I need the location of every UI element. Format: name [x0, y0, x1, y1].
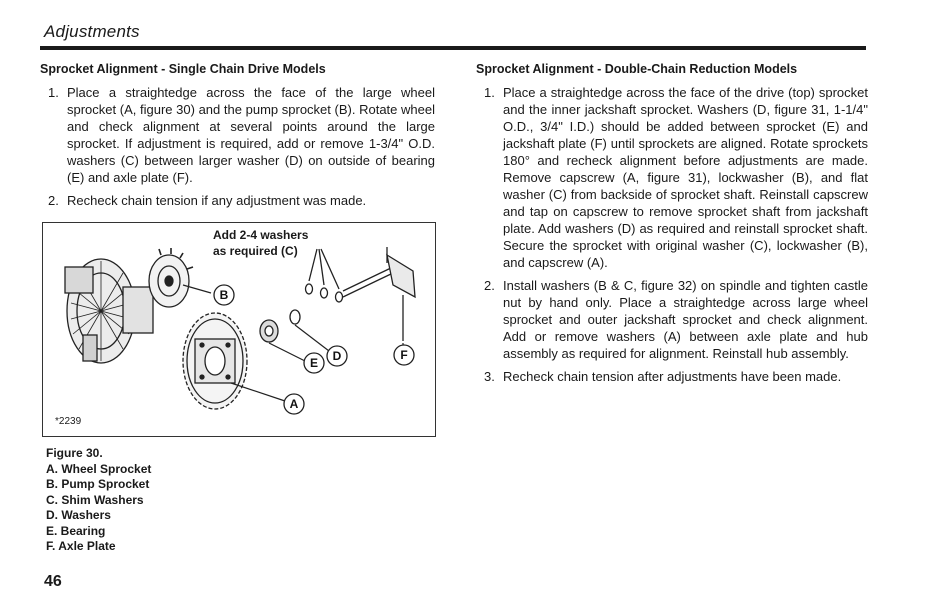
page-title: Adjustments — [44, 22, 140, 41]
step-number: 2. — [48, 193, 59, 208]
label-e: E — [309, 356, 319, 370]
list-item — [476, 84, 868, 271]
legend-item: E. Bearing — [46, 523, 106, 538]
shim-washers — [306, 249, 343, 302]
step-number: 1. — [484, 85, 495, 100]
step-text: Recheck chain tension if any adjustment was made. — [67, 193, 367, 208]
figure-note — [213, 227, 308, 259]
list-item — [40, 84, 435, 186]
figure-30 — [42, 222, 436, 437]
pump-assembly — [65, 259, 153, 363]
wheel-sprocket — [183, 313, 247, 409]
legend-item: F. Axle Plate — [46, 539, 116, 553]
step-text: Place a straightedge across the face of the drive (top) sprocket and the inner jackshaft sprocket. Washers (D, figure 31, 1-1/4" O.D., 3/4" I.D.) should be added between sprocket (E) and jackshaft plate (F) until sprockets are aligned. Rotate sprockets 180° and recheck alignment before adjustments are made. Remove capscrew (A, figure 31), lockwasher (B), and flat washer (C) from backside of sprocket shaft. Reinstall capscrew and tap on capscrew to remove sprocket shaft from jackshaft plate. Add washers (D) as required and reinstall sprocket shaft. Secure the sprocket with original washer (C), lockwasher (B), and capscrew (A). — [503, 85, 868, 270]
left-column — [40, 62, 435, 215]
legend-item: D. Washers — [46, 508, 111, 522]
washer — [290, 310, 300, 324]
left-steps — [40, 84, 435, 209]
list-item — [40, 192, 435, 209]
label-f: F — [400, 348, 408, 362]
legend-item: A. Wheel Sprocket — [46, 461, 152, 476]
step-text: Place a straightedge across the face of the large wheel sprocket (A, figure 30) and the pump sprocket (B). Rotate wheel and check alignment at several points around the large sprocket. If adjustment is required, add or remove 1-3/4" O.D. washers (C) between larger washer (D) on outside of bearing (E) and axle plate (F). — [67, 85, 435, 185]
step-number: 3. — [484, 369, 495, 384]
figure-note-line1: Add 2-4 washers — [213, 228, 309, 242]
caption-title: Figure 30. — [46, 446, 103, 460]
legend-item: C. Shim Washers — [46, 492, 144, 507]
right-steps — [476, 84, 868, 385]
page-number: 46 — [44, 573, 62, 590]
step-text: Recheck chain tension after adjustments have been made. — [503, 369, 842, 384]
figure-id: *2239 — [55, 416, 82, 427]
list-item — [476, 368, 868, 385]
axle-plate — [343, 247, 415, 341]
label-d: D — [332, 349, 342, 363]
header-rule — [40, 46, 866, 50]
right-column — [476, 62, 868, 391]
label-b: B — [219, 288, 229, 302]
left-section-title: Sprocket Alignment - Single Chain Drive Models — [40, 62, 326, 76]
step-text: Install washers (B & C, figure 32) on spindle and tighten castle nut by hand only. Place a straightedge across large wheel sprocket and outer jackshaft sprocket and check alignment. Add or remove washers (A) between axle plate and hub assembly as required for alignment. Reinstall hub assembly. — [503, 278, 868, 361]
figure-note-line2: as required (C) — [213, 244, 298, 258]
bearing — [260, 320, 278, 342]
step-number: 2. — [484, 278, 495, 293]
list-item — [476, 277, 868, 362]
legend-item: B. Pump Sprocket — [46, 477, 150, 491]
right-section-title: Sprocket Alignment - Double-Chain Reduction Models — [476, 62, 798, 76]
pump-sprocket — [149, 248, 193, 307]
label-a: A — [289, 397, 299, 411]
step-number: 1. — [48, 85, 59, 100]
figure-caption — [46, 446, 151, 555]
